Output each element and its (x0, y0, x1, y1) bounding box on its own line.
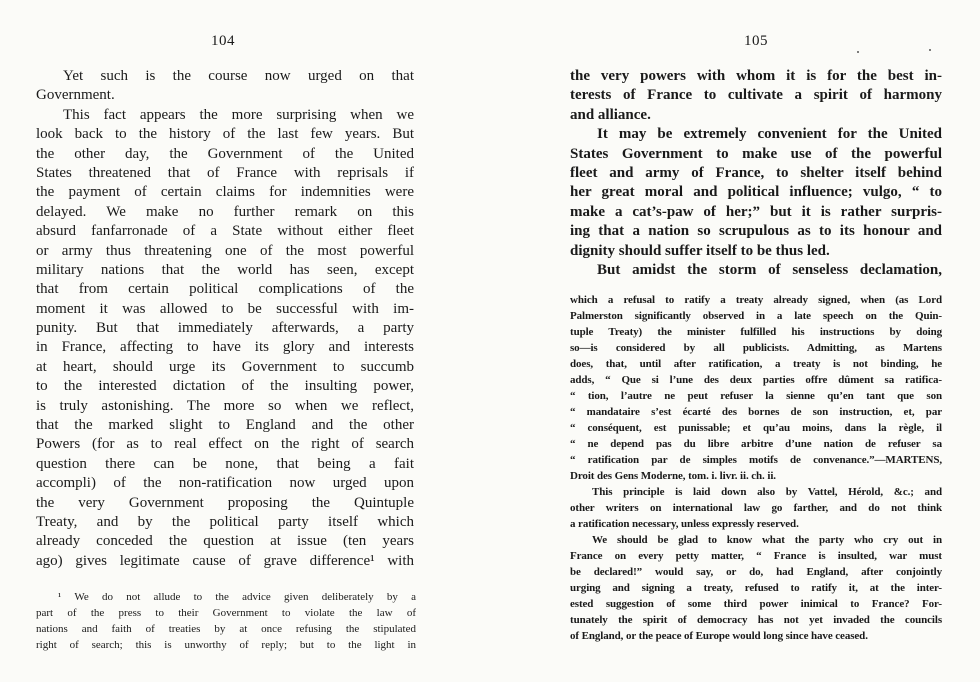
body-text-line: military nations that the world has seen, except (36, 261, 414, 278)
body-text-line: that the marked slight to England and the other (36, 417, 414, 434)
body-text-line: to the interested dictation of the insulting power, (36, 378, 414, 395)
right-body-text (570, 67, 942, 280)
footnote-line: “ mandataire s’est écarté des bornes de son instruction, et, par (570, 406, 942, 418)
body-text-line: Powers (for as to real effect on the right of search (36, 436, 414, 453)
footnote-line: right of search; this is unworthy of reply; but to the light in (36, 639, 416, 651)
body-text-line: terests of France to cultivate a spirit of harmony (570, 87, 942, 104)
footnote-line: “ ne depend pas du libre arbitre d’une nation de refuser sa (570, 438, 942, 450)
body-text-line: It may be extremely convenient for the United (597, 126, 942, 143)
footnote-line: does, that, until after ratification, a treaty is not binding, he (570, 358, 942, 370)
body-text-line: delayed. We make no further remark on this (36, 203, 414, 220)
footnote-line: adds, “ Que si l’une des deux parties offre dûment sa ratifica- (570, 374, 942, 386)
footnote-line: so—is considered by all publicists. Admitting, as Martens (570, 342, 942, 354)
footnote-line: This principle is laid down also by Vattel, Hérold, &c.; and (592, 486, 942, 498)
page-number-right: 105 (744, 33, 768, 49)
body-text-line: in France, affecting to have its glory and interests (36, 339, 414, 356)
page-number-left: 104 (211, 33, 235, 49)
footnote-line: Palmerston significantly observed in a late speech on the Quin- (570, 310, 942, 322)
footnote-line: Droit des Gens Moderne, tom. i. livr. ii. ch. ii. (570, 470, 776, 482)
footnote-line: France on every petty matter, “ France is insulted, war must (570, 550, 942, 562)
body-text-line: accompli) of the non-ratification now urged upon (36, 475, 414, 492)
body-text-line: question there can be none, that being a fait (36, 455, 414, 472)
footnote-line: of England, or the peace of Europe would long since have ceased. (570, 630, 868, 642)
footnote-line: “ ratification par de simples motifs de convenance.”—MARTENS, (570, 454, 942, 466)
body-text-line: This fact appears the more surprising when we (63, 106, 414, 123)
body-text-line: Yet such is the course now urged on that (63, 68, 414, 84)
body-text-line: fleet and army of France, to shelter itself behind (570, 164, 942, 181)
body-text-line: punity. But that immediately afterwards, a party (36, 320, 414, 337)
body-text-line: already conceded the question at issue (ten years (36, 533, 414, 550)
right-footnote (570, 291, 942, 644)
footnote-line: other writers on international law go farther, and do not think (570, 502, 942, 514)
footnote-line: tunately the spirit of democracy has not yet invaded the councils (570, 614, 942, 626)
footnote-line: which a refusal to ratify a treaty already signed, when (as Lord (570, 294, 942, 306)
body-text-line: moment it was allowed to be successful with im- (36, 300, 414, 317)
body-text-line: Government. (36, 87, 115, 104)
body-text-line: absurd fanfarronade of a State without either fleet (36, 223, 414, 240)
footnote-line: “ tion, l’autre ne peut refuser la sienne qu’en tant que son (570, 390, 942, 402)
footnote-line: part of the press to their Government to violate the law of (36, 607, 416, 619)
body-text-line: But amidst the storm of senseless declamation, (597, 261, 942, 278)
footnote-line: ¹ We do not allude to the advice given deliberately by a (58, 591, 416, 603)
right-page (480, 0, 980, 682)
body-text-line: look back to the history of the last few years. But (36, 126, 414, 143)
scan-speck (857, 51, 859, 53)
footnote-line: We should be glad to know what the party who cry out in (592, 534, 942, 546)
body-text-line: dignity should suffer itself to be thus led. (570, 242, 830, 259)
body-text-line: that from certain political complications of the (36, 281, 414, 298)
body-text-line: ago) gives legitimate cause of grave difference¹ with (36, 552, 414, 569)
body-text-line: her great moral and political influence; vulgo, “ to (570, 184, 942, 201)
footnote-line: ested suggestion of some third power inimical to France? For- (570, 598, 942, 610)
body-text-line: States threatened that of France with reprisals if (36, 164, 414, 181)
body-text-line: make a cat’s-paw of her;” but it is rather surpris- (570, 203, 942, 220)
footnote-line: tuple Treaty) the minister fulfilled his instructions by doing (570, 326, 942, 338)
body-text-line: the other day, the Government of the United (36, 145, 414, 162)
footnote-line: be declared!” would say, or do, had England, after conjointly (570, 566, 942, 578)
footnote-line: urging and signing a treaty, refused to ratify it, at the inter- (570, 582, 942, 594)
body-text-line: the payment of certain claims for indemnities were (36, 184, 414, 201)
body-text-line: the very powers with whom it is for the best in- (570, 68, 942, 84)
scan-speck (929, 49, 931, 51)
body-text-line: and alliance. (570, 106, 651, 123)
body-text-line: the very Government proposing the Quintuple (36, 494, 414, 511)
left-footnote (36, 589, 416, 653)
footnote-line: nations and faith of treaties by at once refusing the stipulated (36, 623, 416, 635)
body-text-line: States Government to make use of the powerful (570, 145, 942, 162)
left-page (0, 0, 470, 682)
body-text-line: Treaty, and by the political party itself which (36, 513, 414, 530)
left-body-text (36, 67, 414, 571)
body-text-line: ing that a nation so scrupulous as to its honour and (570, 223, 942, 240)
body-text-line: or army thus threatening one of the most powerful (36, 242, 414, 259)
body-text-line: at heart, should urge its Government to succumb (36, 358, 414, 375)
footnote-line: a ratification necessary, unless expressly reserved. (570, 518, 799, 530)
footnote-line: “ conséquent, est punissable; et qu’au moins, dans la règle, il (570, 422, 942, 434)
body-text-line: is truly astonishing. The more so when we reflect, (36, 397, 414, 414)
